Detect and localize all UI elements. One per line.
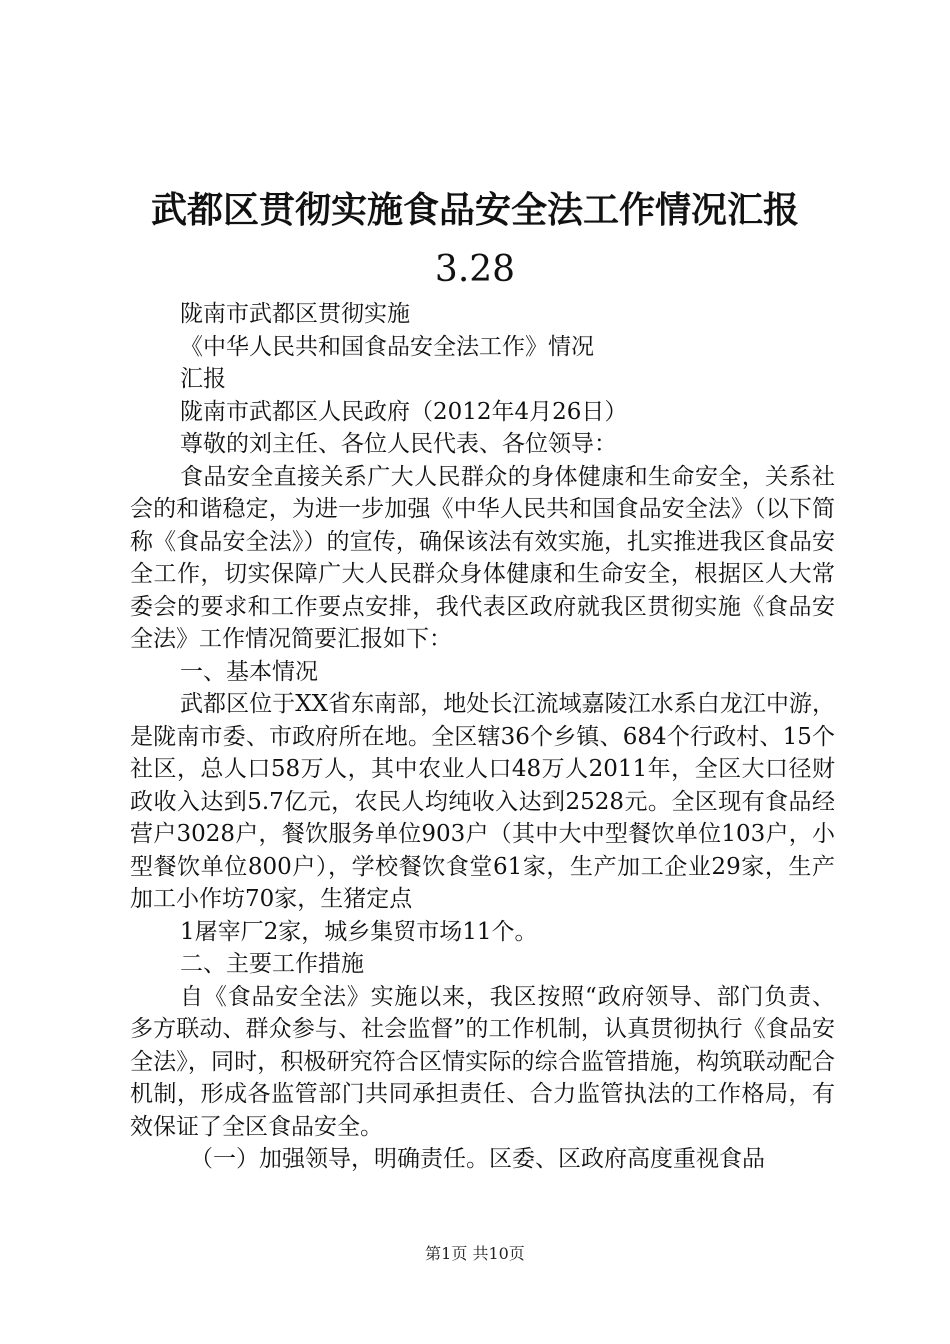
section-heading: 二、主要工作措施 xyxy=(180,951,364,977)
body-paragraph: 自《食品安全法》实施以来，我区按照“政府领导、部门负责、多方联动、群众参与、社会监督”的工作机制，认真贯彻执行《食品安全法》，同时，积极研究符合区情实际的综合监管措施，构筑联动配合机制，形成各监管部门共同承担责任、合力监管执法的工作格局，有效保证了全区食品安全。 xyxy=(130,983,835,1140)
document-title-date: 3.28 xyxy=(434,249,516,290)
document-body xyxy=(130,298,835,1176)
page-footer: 第1页 共10页 xyxy=(425,1244,525,1263)
heading-line: 陇南市武都区贯彻实施 xyxy=(180,301,410,327)
section-heading: 一、基本情况 xyxy=(180,658,318,685)
subsection-paragraph: （一）加强领导，明确责任。区委、区政府高度重视食品 xyxy=(190,1146,765,1172)
body-paragraph: 食品安全直接关系广大人民群众的身体健康和生命安全，关系社会的和谐稳定，为进一步加强《中华人民共和国食品安全法》（以下简称《食品安全法》）的宣传，确保该法有效实施，扎实推进我区食品安全工作，切实保障广大人民群众身体健康和生命安全，根据区人大常委会的要求和工作要点安排，我代表区政府就我区贯彻实施《食品安全法》工作情况简要汇报如下： xyxy=(130,463,835,652)
salutation: 尊敬的刘主任、各位人民代表、各位领导： xyxy=(180,431,617,457)
heading-line: 《中华人民共和国食品安全法工作》情况 xyxy=(180,333,594,360)
issuer-line: 陇南市武都区人民政府（2012年4月26日） xyxy=(180,398,628,425)
heading-line: 汇报 xyxy=(180,366,226,392)
body-paragraph: 1屠宰厂2家，城乡集贸市场11个。 xyxy=(180,918,538,945)
body-paragraph: 武都区位于XX省东南部，地处长江流域嘉陵江水系白龙江中游，是陇南市委、市政府所在地。全区辖36个乡镇、684个行政村、15个社区，总人口58万人，其中农业人口48万人2011年，全区大口径财政收入达到5.7亿元，农民人均纯收入达到2528元。全区现有食品经营户3028户，餐饮服务单位903户（其中大中型餐饮单位103户，小型餐饮单位800户），学校餐饮食堂61家，生产加工企业29家，生产加工小作坊70家，生猪定点 xyxy=(130,691,835,912)
document-title: 武都区贯彻实施食品安全法工作情况汇报 xyxy=(150,189,799,231)
